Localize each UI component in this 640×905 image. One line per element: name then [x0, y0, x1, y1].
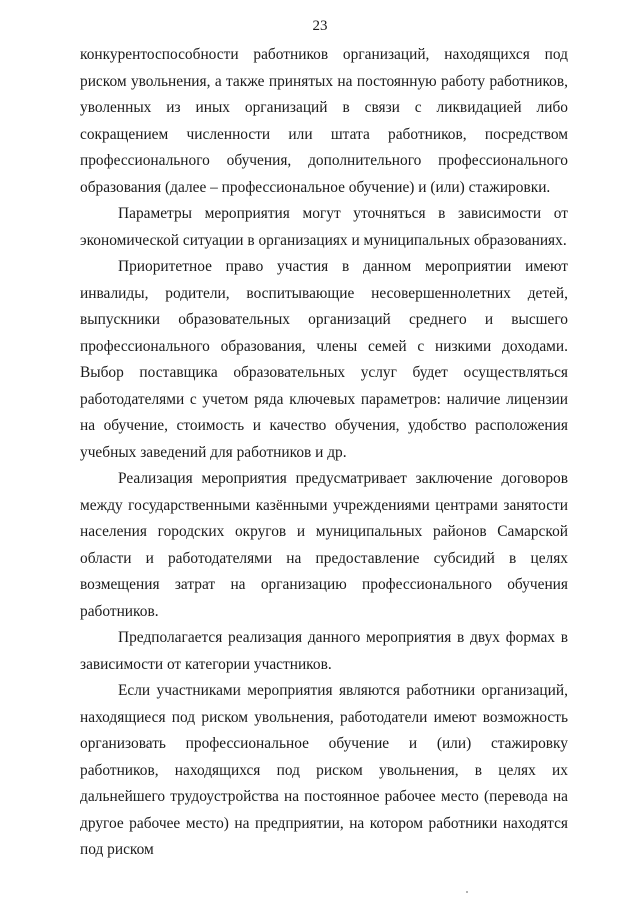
paragraph-3: Приоритетное право участия в данном мероприятии имеют инвалиды, родители, воспитывающие несовершеннолетних детей, выпускники образовательных организаций среднего и высшего профессионального образования, члены семей с низкими доходами. Выбор поставщика образовательных услуг будет осуществляться работодателями с учетом ряда ключевых параметров: наличие лицензии на обучение, стоимость и качество обучения, удобство расположения учебных заведений для работников и др.: [80, 258, 568, 461]
scan-speck: [466, 891, 468, 893]
page-number: 23: [312, 18, 328, 34]
paragraph-5: Предполагается реализация данного мероприятия в двух формах в зависимости от категории участников.: [80, 629, 568, 673]
paragraph-1: конкурентоспособности работников организаций, находящихся под риском увольнения, а также принятых на постоянную работу работников, уволенных из иных организаций в связи с ликвидацией либо сокращением численности или штата работников, посредством профессионального обучения, дополнительного профессионального образования (далее – профессиональное обучение) и (или) стажировки.: [80, 46, 568, 196]
paragraph-2: Параметры мероприятия могут уточняться в зависимости от экономической ситуации в организациях и муниципальных образованиях.: [80, 205, 568, 249]
paragraph-6: Если участниками мероприятия являются работники организаций, находящиеся под риском увольнения, работодатели имеют возможность организовать профессиональное обучение и (или) стажировку работников, находящихся под риском увольнения, в целях их дальнейшего трудоустройства на постоянное рабочее место (перевода на другое рабочее место) на предприятии, на котором работники находятся под риском: [80, 682, 568, 858]
paragraph-4: Реализация мероприятия предусматривает заключение договоров между государственными казёнными учреждениями центрами занятости населения городских округов и муниципальных районов Самарской области и работодателями на предоставление субсидий в целях возмещения затрат на организацию профессионального обучения работников.: [80, 470, 568, 620]
document-body: [80, 42, 568, 864]
